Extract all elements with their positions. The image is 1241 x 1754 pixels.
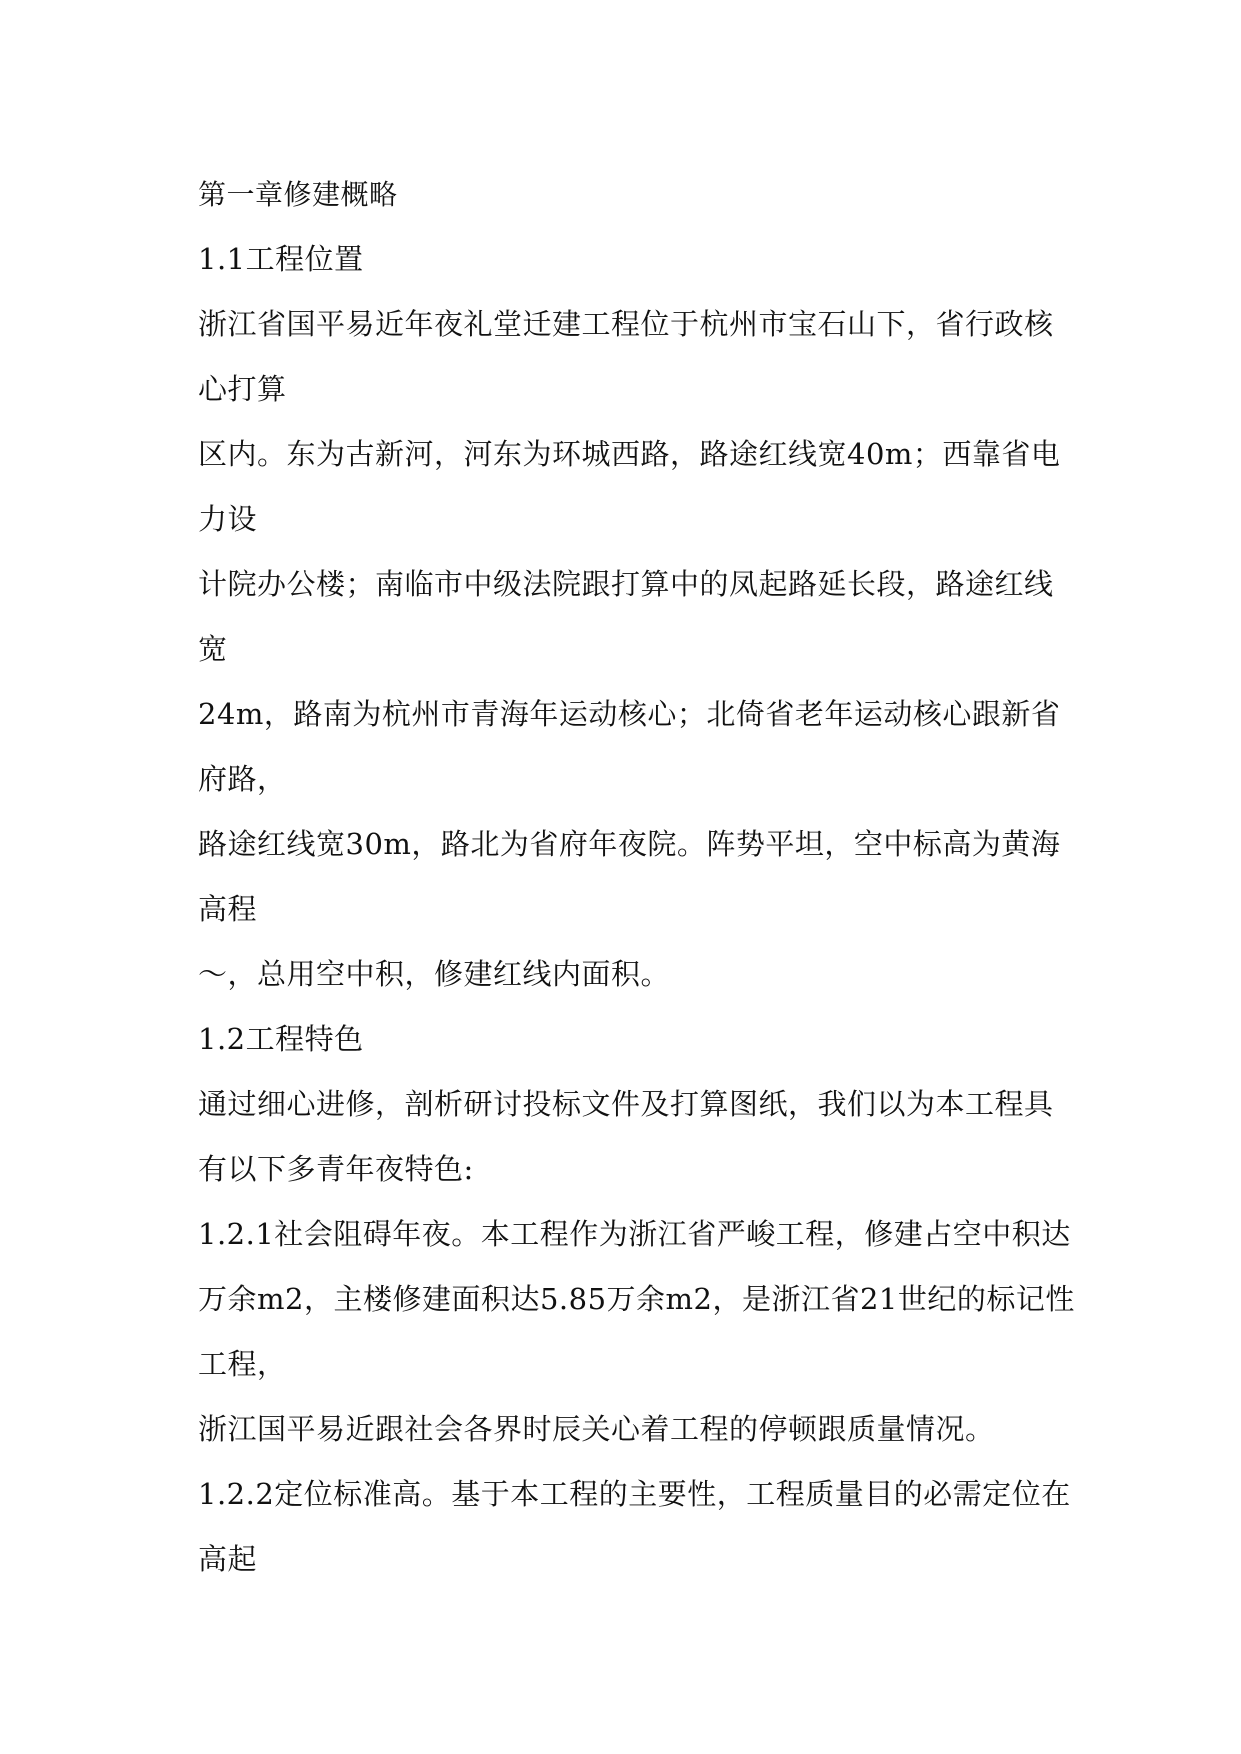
text-line: 区内。东为古新河，河东为环城西路，路途红线宽40m；西靠省电 — [198, 437, 1061, 471]
text-line: 力设 — [198, 502, 258, 536]
text-line: 高起 — [198, 1542, 258, 1576]
section-heading-1-1: 1.1工程位置 — [198, 242, 364, 276]
text-line: 24m，路南为杭州市青海年运动核心；北倚省老年运动核心跟新省 — [198, 697, 1061, 731]
text-line: 高程 — [198, 892, 258, 926]
text-line: 有以下多青年夜特色: — [198, 1152, 474, 1186]
text-line: 府路， — [198, 762, 287, 796]
text-line: 计院办公楼；南临市中级法院跟打算中的凤起路延长段，路途红线 — [198, 567, 1054, 601]
text-line: 宽 — [198, 632, 228, 666]
text-line: 通过细心进修，剖析研讨投标文件及打算图纸，我们以为本工程具 — [198, 1087, 1054, 1121]
text-line: ～，总用空中积，修建红线内面积。 — [198, 957, 671, 991]
text-line: 万余m2，主楼修建面积达5.85万余m2，是浙江省21世纪的标记性 — [198, 1282, 1075, 1316]
text-line: 浙江国平易近跟社会各界时辰关心着工程的停顿跟质量情况。 — [198, 1412, 995, 1446]
text-line: 浙江省国平易近年夜礼堂迁建工程位于杭州市宝石山下，省行政核 — [198, 307, 1054, 341]
text-line: 1.2.1社会阻碍年夜。本工程作为浙江省严峻工程，修建占空中积达 — [198, 1217, 1071, 1251]
text-line: 路途红线宽30m，路北为省府年夜院。阵势平坦，空中标高为黄海 — [198, 827, 1061, 861]
document-body — [198, 162, 1075, 1592]
chapter-heading: 第一章修建概略 — [198, 178, 398, 211]
text-line: 心打算 — [198, 372, 287, 406]
text-line: 1.2.2定位标准高。基于本工程的主要性，工程质量目的必需定位在 — [198, 1477, 1071, 1511]
text-line: 工程， — [198, 1347, 287, 1381]
section-heading-1-2: 1.2工程特色 — [198, 1022, 364, 1056]
